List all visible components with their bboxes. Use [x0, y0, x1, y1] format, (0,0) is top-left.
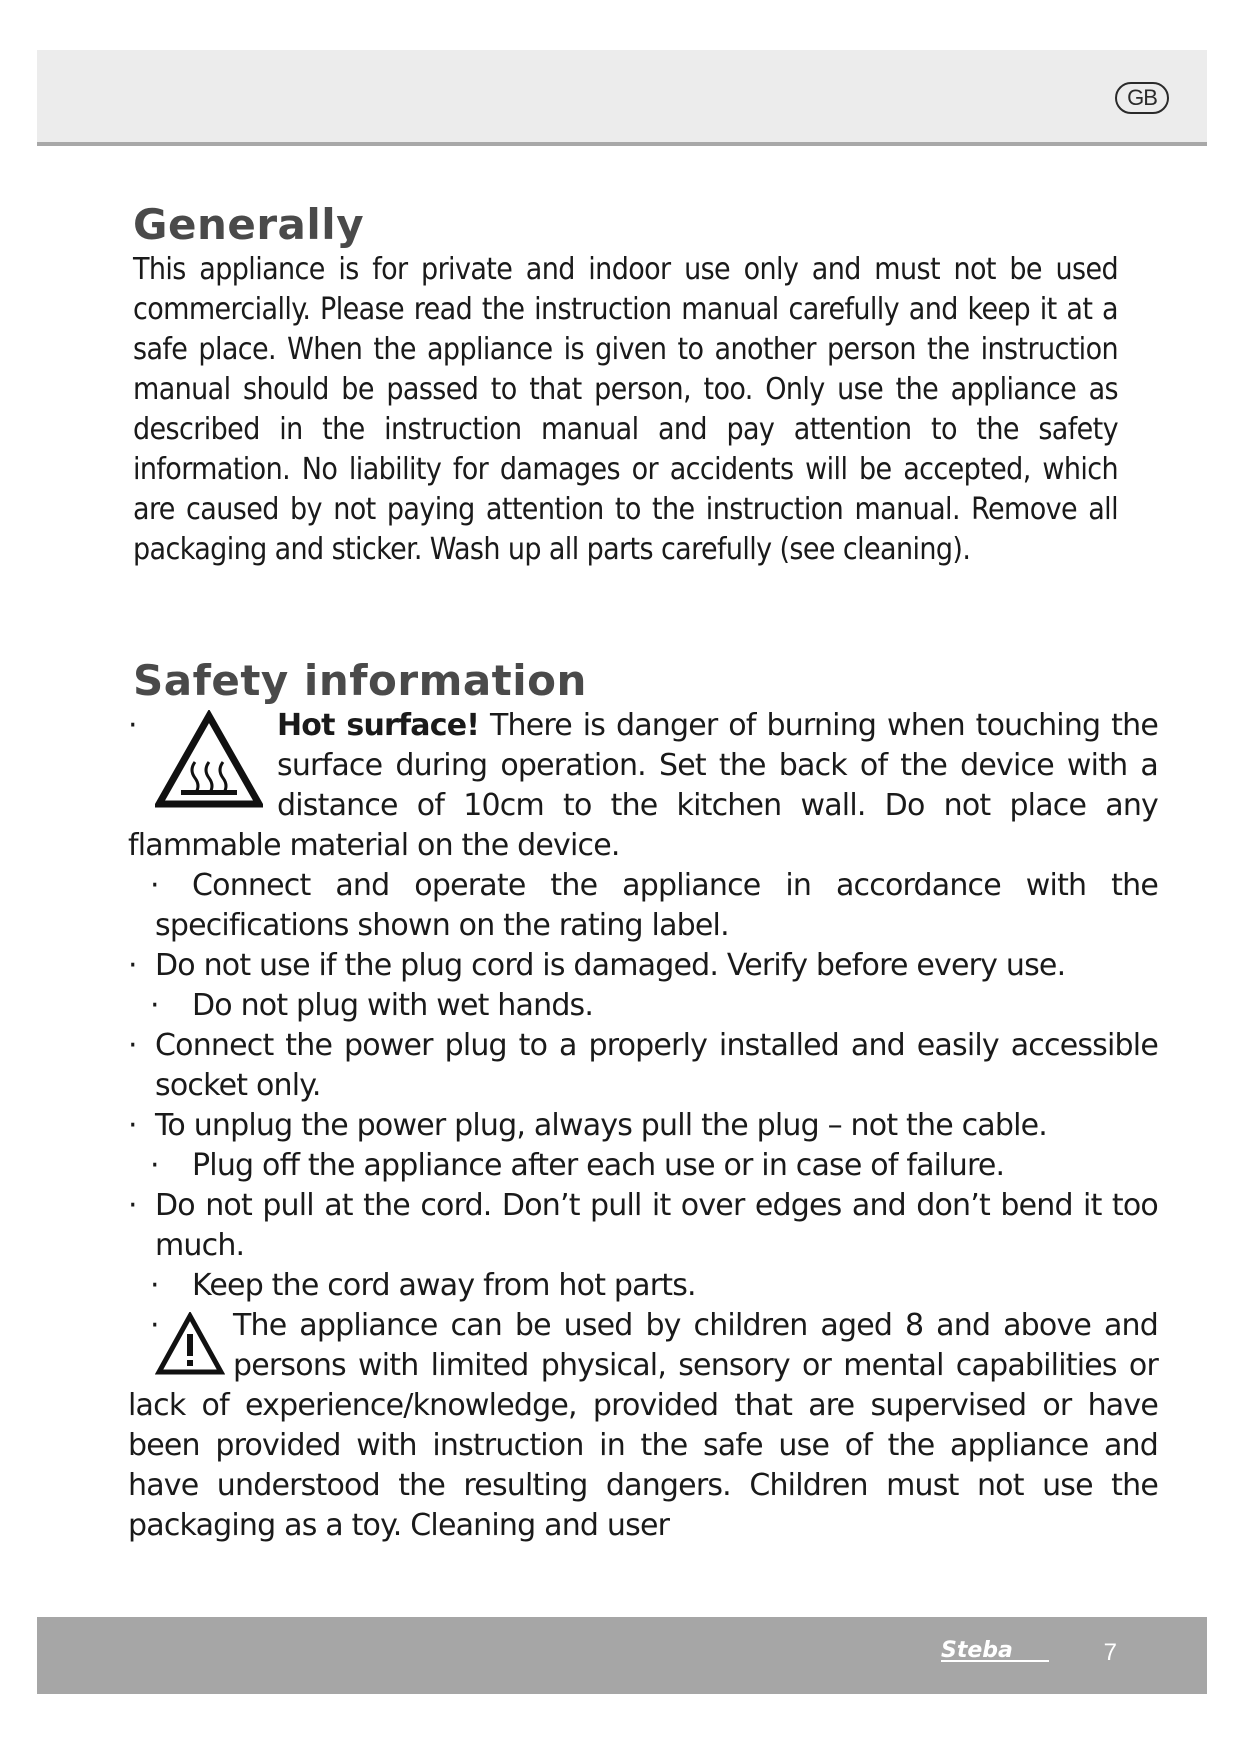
footer-band [37, 1617, 1207, 1694]
generally-heading: Generally [133, 200, 365, 249]
safety-item [128, 946, 1158, 986]
safety-item-text: Plug off the appliance after each use or in case of failure. [192, 1148, 1005, 1183]
bullet: · [150, 1308, 159, 1343]
safety-item [128, 1186, 1158, 1266]
safety-heading: Safety information [133, 656, 587, 705]
bullet: · [128, 1188, 137, 1223]
bullet: · [150, 988, 159, 1023]
brand-text: Steba [941, 1638, 1013, 1663]
safety-item-children [128, 1306, 1158, 1546]
safety-item-text: Connect the power plug to a properly installed and easily accessible socket only. [155, 1028, 1158, 1103]
safety-item [128, 1106, 1158, 1146]
safety-item-text: Do not plug with wet hands. [192, 988, 594, 1023]
safety-item [128, 866, 1158, 946]
safety-item-text: To unplug the power plug, always pull the plug – not the cable. [155, 1108, 1048, 1143]
safety-item [128, 1266, 1158, 1306]
safety-item [128, 1026, 1158, 1106]
bullet: · [128, 1028, 137, 1063]
page-number: 7 [1103, 1639, 1117, 1666]
bullet: · [128, 1108, 137, 1143]
safety-item-hot-surface [128, 706, 1158, 866]
safety-item-text: Do not use if the plug cord is damaged. Verify before every use. [155, 948, 1066, 983]
header-band [37, 50, 1207, 146]
children-text: The appliance can be used by children aged 8 and above and persons with limited physical, sensory or mental capabilities or lack of experience/knowledge, provided that are supervised or have been provided with instruction in the safe use of the appliance and have understood the resulting dangers. Children must not use the packaging as a toy. Cleaning and user [128, 1308, 1158, 1543]
hot-surface-description: There is danger of burning when touching the surface during operation. Set the back of the device with a distance of 10cm to the kitchen wall. Do not place any flammable material on the device. [128, 708, 1158, 863]
safety-item-text: Connect and operate the appliance in accordance with the specifications shown on the rating label. [155, 868, 1158, 943]
bullet: · [150, 1268, 159, 1303]
warning-triangle-icon [155, 1312, 225, 1376]
hot-surface-label: Hot surface! [277, 708, 480, 743]
hot-surface-warning-icon [155, 710, 263, 812]
safety-item-text: Do not pull at the cord. Don’t pull it over edges and don’t bend it too much. [155, 1188, 1158, 1263]
bullet: · [150, 868, 159, 903]
safety-item-text: Keep the cord away from hot parts. [192, 1268, 696, 1303]
bullet: · [128, 708, 137, 743]
safety-item [128, 986, 1158, 1026]
generally-paragraph: This appliance is for private and indoor use only and must not be used commercially. Please read the instruction manual carefully and keep it at a safe place. When the appliance is given to another person the instruction manual should be passed to that person, too. Only use the appliance as described in the instruction manual and pay attention to the safety information. No liability for damages or accidents will be accepted, which are caused by not paying attention to the instruction manual. Remove all packaging and sticker. Wash up all parts carefully (see cleaning). [133, 252, 1118, 567]
language-badge: GB [1115, 82, 1169, 114]
safety-item [128, 1146, 1158, 1186]
safety-list [128, 706, 1158, 1546]
bullet: · [128, 948, 137, 983]
bullet: · [150, 1148, 159, 1183]
hot-surface-text [128, 706, 1158, 866]
steba-logo [937, 1635, 1057, 1665]
